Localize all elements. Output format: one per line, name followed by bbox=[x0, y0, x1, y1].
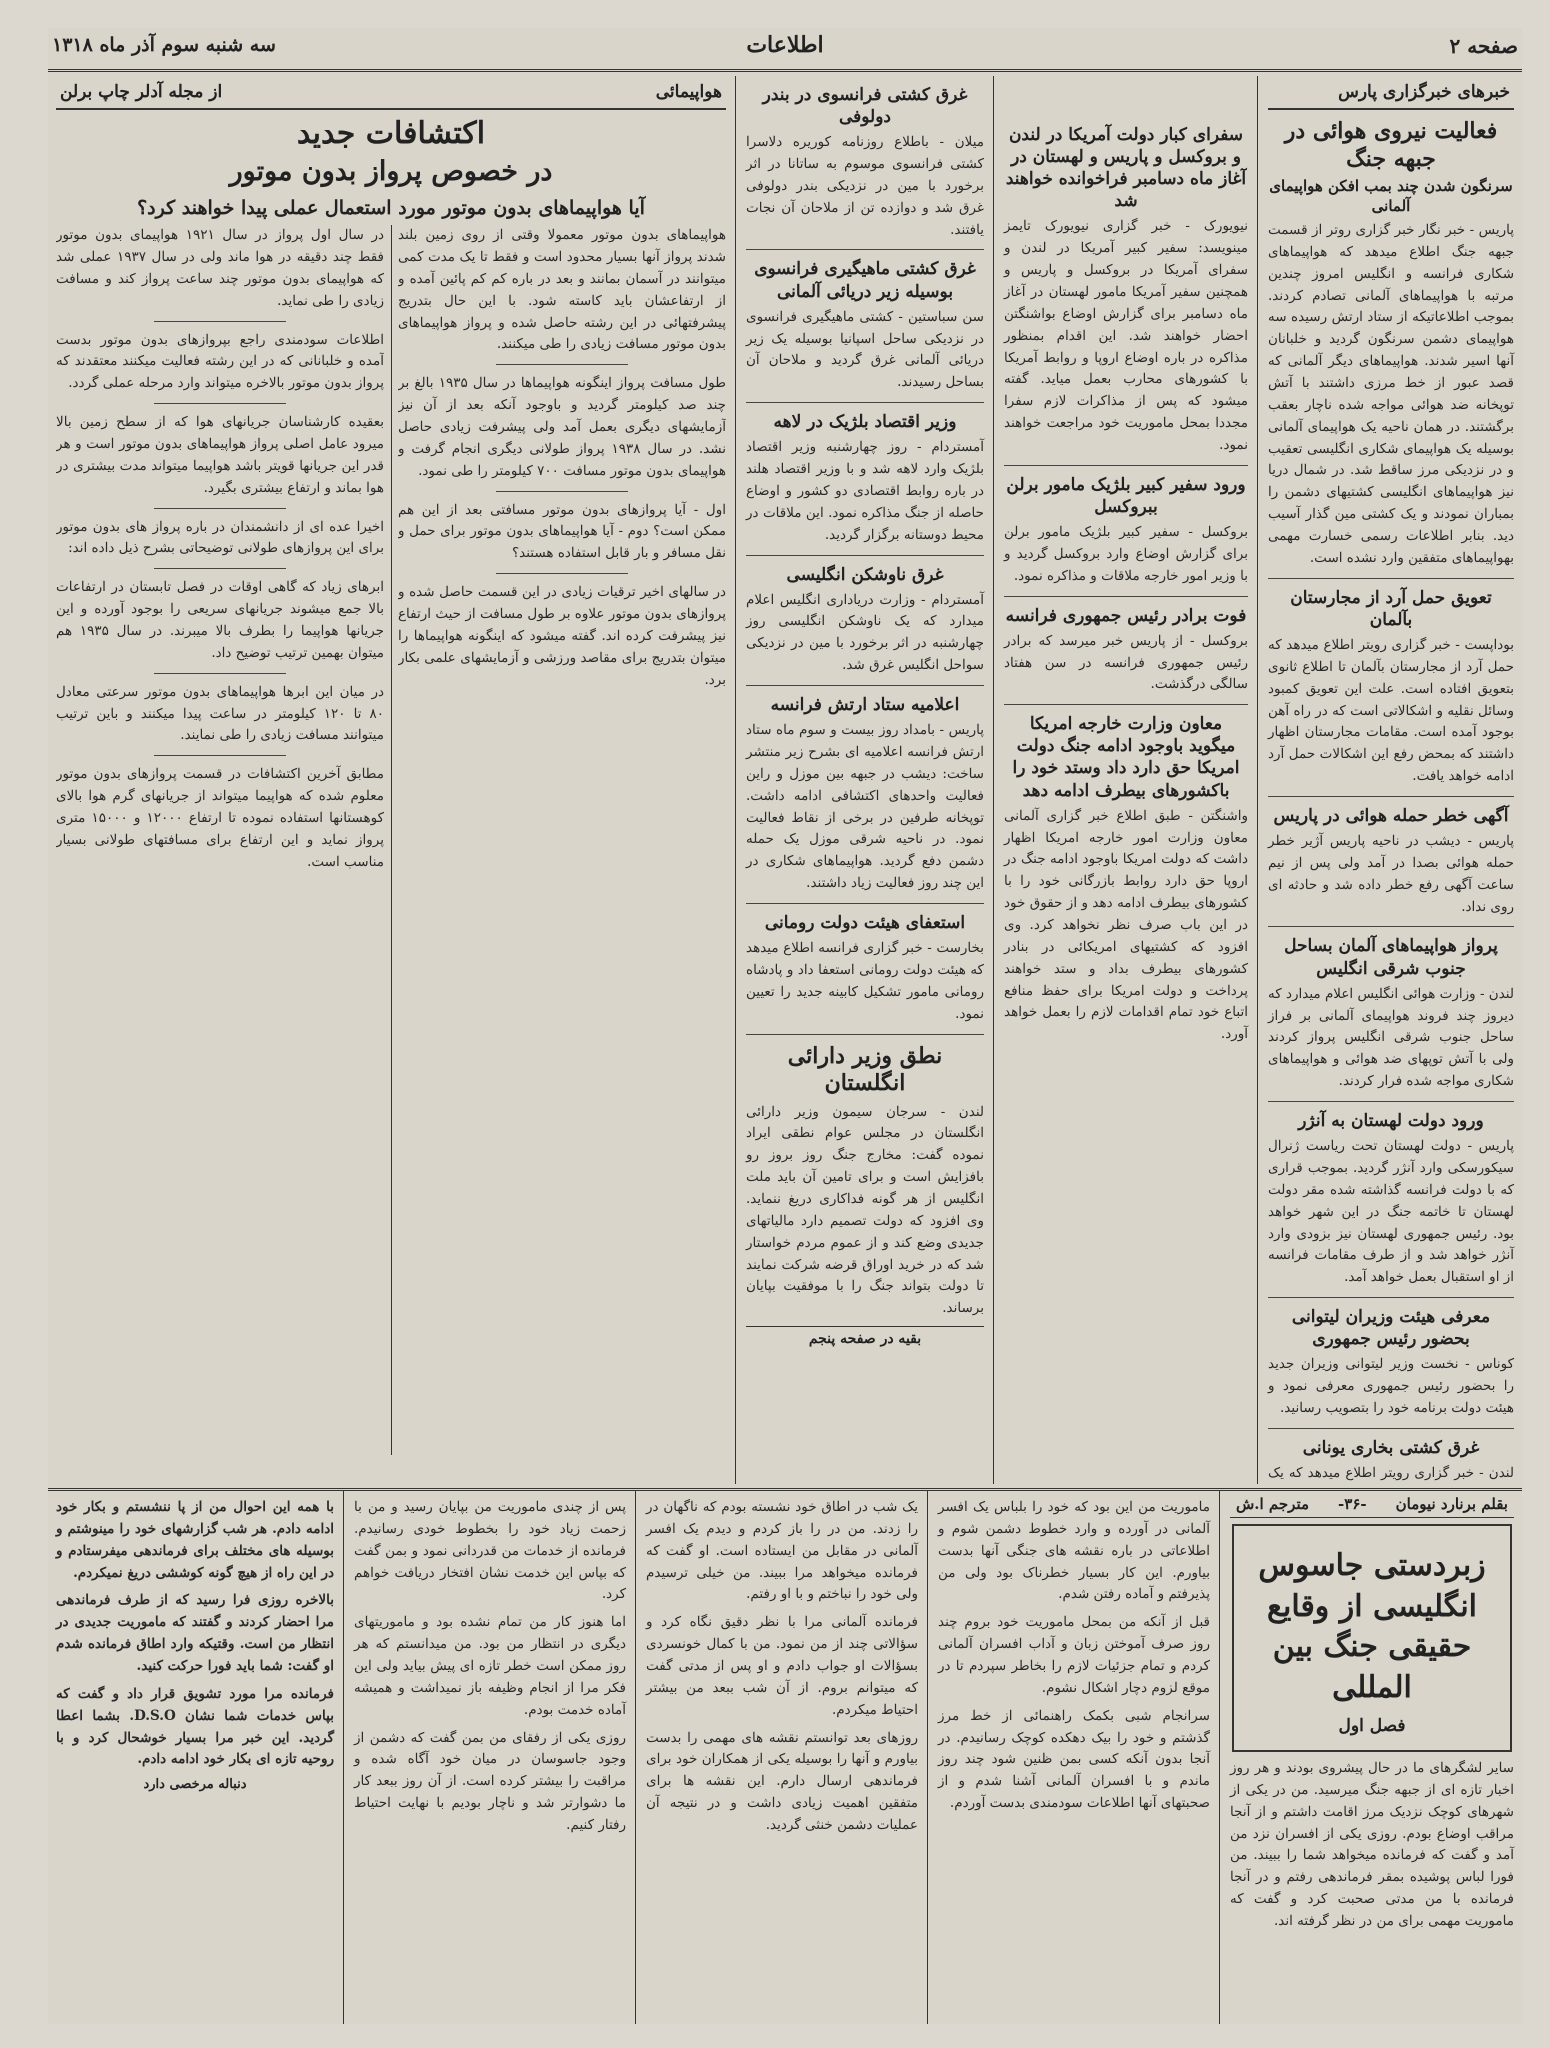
aviation-para: بعقیده کارشناسان جریانهای هوا که از سطح زمین بالا میرود عامل اصلی پرواز هواپیماهای بدون موتور است و هر قدر این جریانها قویتر باشد هواپیما میتواند مدت بیشتری در هوا بماند و ارتفاع بیشتری بگیرد. bbox=[56, 414, 384, 496]
article-fishing-boat-body: سن سباستین - کشتی ماهیگیری فرانسوی در نزدیکی ساحل اسپانیا بوسیله یک زیر دریائی آلمانی غرق گردید و ملاحان آن بساحل رسیدند. bbox=[746, 308, 984, 391]
headline-fishing-boat: غرق کشتی ماهیگیری فرانسوی بوسیله زیر دریائی آلمانی bbox=[754, 259, 976, 302]
article-divider bbox=[746, 402, 984, 403]
headline-belgian-ambassador: ورود سفیر کبیر بلژیک مامور برلن ببروکسل bbox=[1006, 474, 1246, 517]
serial-part: فصل اول bbox=[1338, 1716, 1406, 1736]
article-divider bbox=[1268, 1428, 1514, 1429]
headline-poland-angers: ورود دولت لهستان به آنژر bbox=[1298, 1110, 1484, 1131]
article-president-brother-body: بروکسل - از پاریس خبر میرسد که برادر رئیس جمهوری فرانسه در سن هفتاد سالگی درگذشت. bbox=[1004, 632, 1248, 693]
article-divider bbox=[1268, 1297, 1514, 1298]
masthead bbox=[48, 28, 1522, 72]
serial-column-4 bbox=[346, 1497, 634, 2024]
article-divider bbox=[1268, 578, 1514, 579]
serial-header bbox=[1230, 1491, 1514, 1518]
article-us-trade-body: واشنگتن - طبق اطلاع خبر گزاری آلمانی معاون وزارت امور خارجه امریکا اظهار داشت که دولت امریکا باوجود ادامه جنگ در اروپا حق دارد روابط بازرگانی خود را با کشورهای بیطرف ادامه دهد و از حقوق خود در این باب صرف نظر نخواهد کرد. وی افزود که کشتیهای امریکائی در بنادر کشورهای بیطرف بداد و ستد خواهند پرداخت و دولت امریکا برای حفظ منافع اتباع خود تمام اقدامات لازم را بعمل خواهد آورد. bbox=[1004, 807, 1248, 1043]
article-destroyer-body: آمستردام - وزارت دریاداری انگلیس اعلام میدارد که یک ناوشکن انگلیسی روز چهارشنبه در اثر برخورد با مین در نزدیکی سواحل انگلیس غرق شد. bbox=[746, 591, 984, 674]
article-romania-body: بخارست - خبر گزاری فرانسه اطلاع میدهد که هیئت دولت رومانی استعفا داد و پادشاه رومانی مامور تشکیل کابینه جدید را تعیین نمود. bbox=[746, 940, 984, 1022]
headline-german-planes: پرواز هواپیماهای آلمان بساحل جنوب شرقی انگلیس bbox=[1284, 936, 1498, 979]
serial-para: سرانجام شبی بکمک راهنمائی از خط مرز گذشتم و خود را بیک دهکده کوچک رسانیدم. در آنجا بدون آنکه کسی بمن ظنین شود چند روز ماندم و با افسران آلمانی آشنا شدم و از صحبتهای آنها اطلاعات سودمندی بدست آوردم. bbox=[938, 1707, 1210, 1812]
article-greek-ship-body: لندن - خبر گزاری رویتر اطلاع میدهد که یک bbox=[1268, 1464, 1514, 1481]
aviation-para: در سال اول پرواز در سال ۱۹۲۱ هواپیمای بدون موتور فقط چند دقیقه در هوا ماند ولی در سال ۱۹۳۷ عملی شد که هواپیمای بدون موتور چند ساعت پرواز کند و مسافت زیادی را طی نماید. bbox=[56, 227, 384, 309]
section-title-aviation: هواپیمائی bbox=[655, 82, 722, 102]
headline-french-ship: غرق کشتی فرانسوی در بندر دولوفی bbox=[762, 85, 968, 128]
article-divider bbox=[746, 555, 984, 556]
column-rule bbox=[1257, 76, 1258, 1484]
headline-paris-alert: آگهی خطر حمله هوائی در پاریس bbox=[1273, 805, 1509, 826]
section-source: از مجله آدلر چاپ برلن bbox=[60, 82, 223, 102]
feature-aviation bbox=[48, 76, 734, 1484]
article-divider bbox=[1004, 465, 1248, 466]
subhead-air-force: سرنگون شدن چند بمب افکن هواپیمای آلمانی bbox=[1269, 177, 1513, 215]
article-lithuania-body: کوناس - نخست وزیر لیتوانی وزیران جدید را بحضور رئیس جمهوری معرفی نمود و هیئت دولت برنامه خود را بتصویب رسانید. bbox=[1268, 1356, 1514, 1416]
aviation-para: هواپیماهای بدون موتور معمولا وقتی از روی زمین بلند شدند پرواز آنها بسیار محدود است و فقط تا یک مدت کمی میتوانند در آسمان بمانند و بعد در باره کم کم پائین آمده و از ارتفاعشان باید کاسته شود. با این حال بتدریج پیشرفتهائی در این رشته حاصل شده و پرواز هواپیماهای بدون موتور مسافت زیادی را طی میکنند. bbox=[398, 227, 726, 353]
headline-french-communique: اعلامیه ستاد ارتش فرانسه bbox=[770, 695, 960, 716]
divider bbox=[154, 568, 285, 569]
article-divider bbox=[1004, 704, 1248, 705]
article-divider bbox=[746, 903, 984, 904]
serial-signoff: دنباله مرخصی دارد bbox=[143, 1777, 247, 1793]
headline-us-envoys: سفرای کبار دولت آمریکا در لندن و بروکسل و پاریس و لهستان در آغاز ماه دسامبر فراخوانده خواهند شد bbox=[1005, 125, 1247, 212]
divider bbox=[154, 321, 285, 322]
serial-para: با همه این احوال من از پا ننشستم و بکار خود ادامه دادم. هر شب گزارشهای خود را مینوشتم و بوسیله های مختلف برای فرماندهی میفرستادم و در این راه از هیچ گونه کوششی دریغ نمیکردم. bbox=[56, 1499, 334, 1581]
article-paris-alert-body: پاریس - دیشب در ناحیه پاریس آژیر خطر حمله هوائی بصدا در آمد ولی پس از نیم ساعت آگهی رفع خطر داده شد و حادثه ای روی نداد. bbox=[1268, 833, 1514, 915]
serial-para: سایر لشگرهای ما در حال پیشروی بودند و هر روز اخبار تازه ای از جبهه جنگ میرسید. من در یکی از شهرهای کوچک نزدیک مرز اقامت داشتم و از آنجا مراقب اوضاع بودم. روزی یکی از افسران نزد من آمد و گفت که فرمانده میخواهد شما را ببیند. من فورا لباس پوشیده بمقر فرماندهی رفتم و در آنجا فرمانده با من مدتی صحبت کرد و گفت که ماموریت مهمی برای من در نظر گرفته اند. bbox=[1230, 1760, 1514, 1930]
aviation-para: در سالهای اخیر ترقیات زیادی در این قسمت حاصل شده و پروازهای بدون موتور علاوه بر طول مسافت از حیث ارتفاع نیز پیشرفت کرده اند. گفته میشود که اینگونه هواپیماها را میتوان بتدریج برای مقاصد ورزشی و آزمایشهای علمی بکار برد. bbox=[398, 584, 726, 688]
serial-para: یک شب در اطاق خود نشسته بودم که ناگهان در را زدند. من در را باز کردم و دیدم یک افسر آلمانی در مقابل من ایستاده است. او گفت که فرمانده میخواهد مرا ببیند. من خیلی ترسیدم ولی خود را نباختم و با او رفتم. bbox=[646, 1499, 918, 1603]
serial-number: -۳۶- bbox=[1338, 1495, 1367, 1513]
article-divider bbox=[1268, 796, 1514, 797]
article-divider bbox=[746, 249, 984, 250]
column-rule bbox=[735, 76, 736, 1484]
aviation-para: طول مسافت پرواز اینگونه هواپیماها در سال ۱۹۳۵ بالغ بر چند صد کیلومتر گردید و باوجود آنکه بعد از آن نیز آزمایشهای دیگری بعمل آمد ولی پیشرفت زیادی حاصل نشد. در سال ۱۹۳۸ پرواز طولانی دیگری انجام گرفت و هواپیمای بدون موتور مسافت ۷۰۰ کیلومتر را طی نمود. bbox=[398, 375, 726, 479]
headline-air-force: فعالیت نیروی هوائی در جبهه جنگ bbox=[1284, 118, 1498, 172]
headline-romania: استعفای هیئت دولت رومانی bbox=[764, 913, 966, 933]
column-rule bbox=[993, 76, 994, 1484]
divider bbox=[154, 508, 285, 509]
column-us-envoys bbox=[996, 76, 1256, 1484]
section-label-aviation bbox=[56, 76, 726, 110]
issue-date: سه شنبه سوم آذر ماه ۱۳۱۸ bbox=[52, 34, 276, 56]
aviation-col-left bbox=[56, 225, 384, 1455]
serial-author: بقلم برنارد نیومان bbox=[1395, 1495, 1508, 1513]
serial-title: زبردستی جاسوس انگلیسی از وقایع حقیقی جنگ بین المللی bbox=[1258, 1548, 1486, 1705]
serial-title-box bbox=[1232, 1524, 1512, 1752]
aviation-columns bbox=[56, 225, 726, 1455]
aviation-para: اخیرا عده ای از دانشمندان در باره پرواز های بدون موتور برای این پروازهای طولانی توضیحاتی بشرح ذیل داده اند: bbox=[56, 518, 384, 557]
headline-greek-ship: غرق کشتی بخاری یونانی bbox=[1302, 1437, 1480, 1458]
serial-title-column bbox=[1222, 1491, 1522, 2024]
section-label-pars: خبرهای خبرگزاری پارس bbox=[1268, 76, 1514, 110]
divider bbox=[496, 491, 627, 492]
serial-para: قبل از آنکه من بمحل ماموریت خود بروم چند روز صرف آموختن زبان و آداب افسران آلمانی کردم و تمام جزئیات لازم را بخاطر سپردم تا در موقع لزوم دچار اشکال نشوم. bbox=[938, 1614, 1210, 1696]
aviation-para: اول - آیا پروازهای بدون موتور مسافتی بعد از این هم ممکن است؟ دوم - آیا هواپیماهای بدون موتور برای حمل و نقل مسافر و بار قابل استفاده هستند؟ bbox=[398, 501, 726, 562]
headline-gliders-question: آیا هواپیماهای بدون موتور مورد استعمال عملی پیدا خواهند کرد؟ bbox=[137, 197, 645, 220]
continued-note: بقیه در صفحه پنجم bbox=[746, 1326, 984, 1347]
column-rule bbox=[635, 1491, 636, 2024]
serial-para: روزی یکی از رفقای من بمن گفت که دشمن از وجود جاسوسان در میان خود آگاه شده و مراقبت را بیشتر کرده است. از آن روز ببعد کار ما دشوارتر شد و ناچار بودیم با نهایت احتیاط رفتار کنیم. bbox=[354, 1729, 626, 1834]
divider bbox=[496, 364, 627, 365]
column-pars-news bbox=[1260, 76, 1522, 1484]
article-divider bbox=[1268, 1101, 1514, 1102]
headline-finance-minister: نطق وزیر دارائی انگلستان bbox=[787, 1042, 943, 1097]
column-rule bbox=[1219, 1491, 1220, 2024]
headline-flour: تعویق حمل آرد از مجارستان بآلمان bbox=[1290, 587, 1492, 630]
headline-us-trade: معاون وزارت خارجه امریکا میگوید باوجود ادامه جنگ دولت امریکا حق دارد داد وستد خود را باکشورهای بیطرف ادامه دهد bbox=[1012, 714, 1240, 801]
headline-belgian-minister: وزیر اقتصاد بلژیک در لاهه bbox=[773, 412, 957, 433]
upper-section bbox=[48, 76, 1522, 1484]
article-flour-body: بوداپست - خبر گزاری رویتر اطلاع میدهد که حمل آرد از مجارستان بآلمان تا اطلاع ثانوی بتعویق افتاده است. علت این تعویق کمبود وسائل نقلیه و اشکالاتی است که در راه آهن بوجود آمده است. مقامات مجارستان اظهار داشتند که بمحض رفع این اشکالات حمل آرد ادامه خواهد یافت. bbox=[1268, 636, 1514, 785]
serial-para: اما هنوز کار من تمام نشده بود و ماموریتهای دیگری در انتظار من بود. من میدانستم که هر روز ممکن است خطر تازه ای پیش بیاید ولی این فکر مرا از انجام وظیفه باز نمیداشت و همیشه آماده خدمت بودم. bbox=[354, 1614, 626, 1718]
column-rule bbox=[927, 1491, 928, 2024]
article-divider bbox=[1004, 596, 1248, 597]
paper-name: اطلاعات bbox=[746, 32, 824, 58]
serial-column-2 bbox=[930, 1497, 1218, 2024]
serial-para: فرمانده مرا مورد تشویق قرار داد و گفت که بپاس خدمات شما نشان D.S.O. بشما اعطا گردید. این خبر مرا بسیار خوشحال کرد و با روحیه تازه ای بکار خود ادامه دادم. bbox=[56, 1685, 334, 1768]
article-divider bbox=[1268, 926, 1514, 927]
aviation-para: مطابق آخرین اکتشافات در قسمت پروازهای بدون موتور معلوم شده که هواپیما میتواند از جریانهای گرم هوا بالای کوهستانها استفاده نموده تا ارتفاع ۱۲۰۰۰ و ۱۵۰۰۰ متری پرواز نماید و این ارتفاع برای مسافتهای طولانی بسیار مناسب است. bbox=[56, 766, 384, 870]
serial-para: بالاخره روزی فرا رسید که از طرف فرماندهی مرا احضار کردند و گفتند که ماموریت جدیدی در انتظار من است. وقتیکه وارد اطاق فرمانده شدم او گفت: شما باید فورا حرکت کنید. bbox=[56, 1592, 334, 1675]
serial-translator: مترجم ا.ش bbox=[1236, 1495, 1310, 1513]
column-ships-news bbox=[738, 76, 992, 1484]
article-divider bbox=[746, 1034, 984, 1035]
serial-para: فرمانده آلمانی مرا با نظر دقیق نگاه کرد و سؤالاتی چند از من نمود. من با کمال خونسردی بسؤالات او جواب دادم و او پس از مدتی گفت که میتوانم بروم. از آن شب ببعد من بیشتر احتیاط میکردم. bbox=[646, 1614, 918, 1718]
aviation-para: ابرهای زیاد که گاهی اوقات در فصل تابستان در ارتفاعات بالا جمع میشوند جریانهای سریعی را بوجود آورده و این جریانها هواپیما را بطرف بالا میبرند. در سال ۱۹۳۵ هم میتوان بهمین ترتیب توضیح داد. bbox=[56, 579, 384, 661]
page-number: صفحه ۲ bbox=[1449, 34, 1518, 58]
headline-destroyer: غرق ناوشکن انگلیسی bbox=[786, 564, 944, 585]
article-poland-angers-body: پاریس - دولت لهستان تحت ریاست ژنرال سیکورسکی وارد آنژر گردید. بموجب قراری که با دولت فرانسه گذاشته شده مقر دولت لهستان تا خاتمه جنگ در این شهر خواهد بود. رئیس جمهوری لهستان نیز بزودی وارد آنژر خواهد شد و از طرف مقامات فرانسه از او استقبال بعمل خواهد آمد. bbox=[1268, 1138, 1514, 1286]
article-french-communique-body: پاریس - بامداد روز بیست و سوم ماه ستاد ارتش فرانسه اعلامیه ای بشرح زیر منتشر ساخت: دیشب در جبهه بین موزل و راین فعالیت واحدهای اکتشافی ادامه داشت. توپخانه طرفین در برخی از نقاط فعالیت نمود. در ناحیه شرقی موزل یک حمله دشمن دفع گردید. هواپیماهای شکاری در این چند روز فعالیت زیاد داشتند. bbox=[746, 722, 984, 892]
divider bbox=[496, 573, 627, 574]
article-divider bbox=[746, 685, 984, 686]
serial-column-5 bbox=[48, 1497, 342, 2024]
headline-lithuania: معرفی هیئت وزیران لیتوانی بحضور رئیس جمهوری bbox=[1291, 1307, 1491, 1350]
column-rule bbox=[391, 225, 392, 1455]
column-rule bbox=[343, 1491, 344, 2024]
serial-para: ماموریت من این بود که خود را بلباس یک افسر آلمانی در آورده و وارد خطوط دشمن شوم و اطلاعاتی در باره نقشه های جنگی آنها بدست بیاورم. این کار بسیار خطرناک بود ولی من پذیرفتم و آماده رفتن شدم. bbox=[938, 1499, 1210, 1603]
article-german-planes-body: لندن - وزارت هوائی انگلیس اعلام میدارد که دیروز چند فروند هواپیمای آلمانی بر فراز ساحل جنوب شرقی انگلیس پرواز کردند ولی با آتش توپهای ضد هوائی و هواپیماهای شکاری مواجه شده فرار کردند. bbox=[1268, 985, 1514, 1090]
article-air-force-body: پاریس - خبر نگار خبر گزاری روتر از قسمت جبهه جنگ اطلاع میدهد که هواپیماهای شکاری فرانسه و انگلیس امروز چندین مرتبه با هواپیماهای آلمانی تصادم کردند. بموجب اطلاعاتیکه از ستاد ارتش رسیده سه هواپیمای دشمن سرنگون گردید و خلبانان آنها اسیر شدند. هواپیماهای دیگر آلمانی که قصد عبور از خط مرزی داشتند با آتش توپخانه ضد هوائی مواجه شده ناچار بعقب برگشتند. در همان ناحیه یک هواپیمای آلمانی بوسیله یک هواپیمای شکاری انگلیسی تعقیب و در نزدیکی مرز ساقط شد. در شمال دریا نیز هواپیماهای انگلیسی کشتیهای دشمن را بمباران نمودند و یک کشتی مین گذار آسیب دید. بنابر اطلاعات رسمی خسارت مهمی بهواپیماهای متفقین وارد نشده است. bbox=[1268, 222, 1514, 566]
headline-gliding: در خصوص پرواز بدون موتور bbox=[229, 156, 553, 187]
aviation-col-right bbox=[398, 225, 726, 1455]
serial-para: پس از چندی ماموریت من بپایان رسید و من با زحمت زیاد خود را بخطوط خودی رسانیدم. فرمانده از خدمات من قدردانی نمود و بمن گفت که بپاس این خدمت نشان افتخار دریافت خواهم کرد. bbox=[354, 1499, 626, 1603]
divider bbox=[154, 403, 285, 404]
newspaper-page bbox=[48, 28, 1522, 2024]
serial-column-3 bbox=[638, 1497, 926, 2024]
article-us-envoys-body: نیویورک - خبر گزاری نیویورک تایمز مینویسد: سفیر کبیر آمریکا در لندن و سفرای آمریکا در بروکسل و پاریس و همچنین سفیر آمریکا مامور لهستان در آغاز ماه دسامبر برای گزارش اوضاع بواشنگتن احضار خواهند شد. این اقدام بمنظور مذاکره در باره اوضاع اروپا و روابط آمریکا با کشورهای محارب بعمل میاید. گفته میشود که پس از مذاکرات لازم سفرا مجددا بمحل ماموریت خود مراجعت خواهند نمود. bbox=[1004, 218, 1248, 453]
divider bbox=[154, 673, 285, 674]
article-finance-minister-body: لندن - سرجان سیمون وزیر دارائی انگلستان در مجلس عوام نطقی ایراد نموده گفت: مخارج جنگ روز بروز رو بافزایش است و برای تامین آن باید ملت انگلیس از هر گونه فداکاری دریغ ننماید. وی افزود که دولت تصمیم دارد مالیاتهای جدیدی وضع کند و از عموم مردم خواستار شد که در خرید اوراق قرضه شرکت نمایند تا دولت بتواند جنگ را با موفقیت بپایان برساند. bbox=[746, 1103, 984, 1317]
aviation-para: در میان این ابرها هواپیماهای بدون موتور سرعتی معادل ۸۰ تا ۱۲۰ کیلومتر در ساعت پیدا میکنند و باین ترتیب میتوانند مسافت زیادی را طی نمایند. bbox=[56, 683, 384, 744]
serial-para: روزهای بعد توانستم نقشه های مهمی را بدست بیاورم و آنها را بوسیله یکی از همکاران خود برای فرماندهی ارسال دارم. این نقشه ها برای متفقین اهمیت زیادی داشت و در نتیجه آن عملیات دشمن خنثی گردید. bbox=[646, 1729, 918, 1834]
article-belgian-minister-body: آمستردام - روز چهارشنبه وزیر اقتصاد بلژیک وارد لاهه شد و با وزیر اقتصاد هلند در باره روابط اقتصادی دو کشور و اوضاع حاصله از جنگ مذاکره نمود. این ملاقات در محیط دوستانه برگزار گردید. bbox=[746, 439, 984, 543]
article-belgian-ambassador-body: بروکسل - سفیر کبیر بلژیک مامور برلن برای گزارش اوضاع وارد بروکسل گردید و با وزیر امور خارجه ملاقات و مذاکره نمود. bbox=[1004, 524, 1248, 584]
article-french-ship-body: میلان - باطلاع روزنامه کوریره دلاسرا کشتی فرانسوی موسوم به ساتانا در اثر برخورد با مین در نزدیکی بندر دولوفی غرق شد و دوازده تن از ملاحان آن نجات یافتند. bbox=[746, 134, 984, 238]
divider bbox=[154, 755, 285, 756]
aviation-para: اطلاعات سودمندی راجع بپروازهای بدون موتور بدست آمده و خلبانانی که در این رشته فعالیت میکنند معتقدند که پرواز بدون موتور بالاخره میتواند وارد مرحله عملی گردد. bbox=[56, 331, 384, 392]
serial-section bbox=[48, 1488, 1522, 2024]
headline-new-discoveries: اکتشافات جدید bbox=[296, 116, 486, 151]
headline-president-brother: فوت برادر رئیس جمهوری فرانسه bbox=[1005, 605, 1247, 626]
